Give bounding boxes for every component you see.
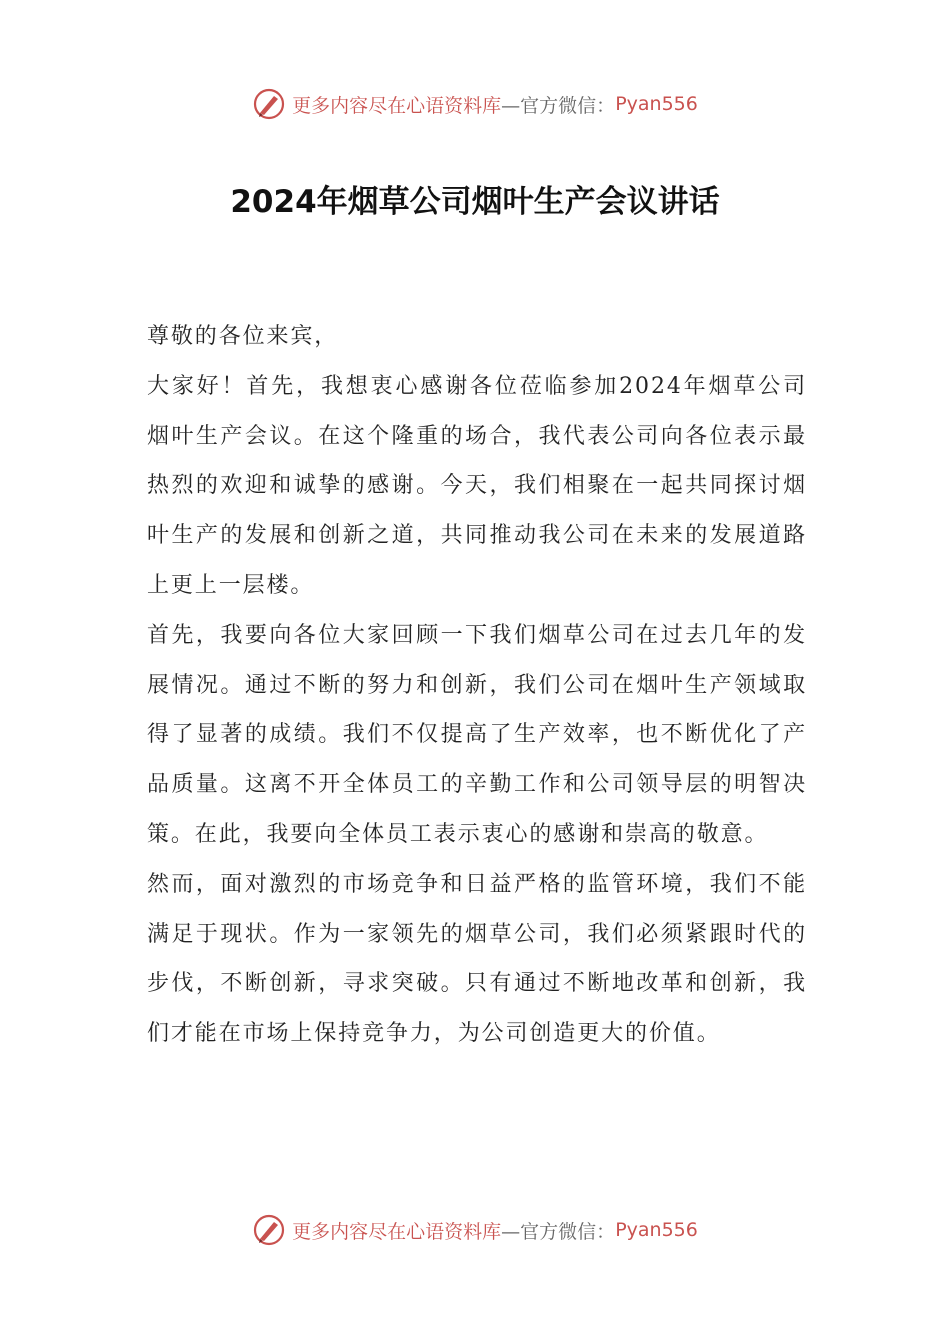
banner-site-text: 更多内容尽在心语资料库	[292, 94, 502, 117]
banner-site-text: 更多内容尽在心语资料库	[292, 1220, 502, 1243]
pen-logo-icon	[252, 87, 286, 121]
pen-logo-icon	[252, 1213, 286, 1247]
paragraph-welcome: 大家好！首先，我想衷心感谢各位莅临参加2024年烟草公司烟叶生产会议。在这个隆重的场合，我代表公司向各位表示最热烈的欢迎和诚挚的感谢。今天，我们相聚在一起共同探讨烟叶生产的发展和创新之道，共同推动我公司在未来的发展道路上更上一层楼。	[147, 373, 807, 598]
paragraph-review: 首先，我要向各位大家回顾一下我们烟草公司在过去几年的发展情况。通过不断的努力和创新，我们公司在烟叶生产领域取得了显著的成绩。我们不仅提高了生产效率，也不断优化了产品质量。这离不开全体员工的辛勤工作和公司领导层的明智决策。在此，我要向全体员工表示衷心的感谢和崇高的敬意。	[147, 622, 807, 847]
document-title: 2024年烟草公司烟叶生产会议讲话	[230, 184, 720, 220]
footer-watermark-banner	[0, 1210, 950, 1250]
banner-wechat-label: —官方微信：	[501, 1220, 616, 1243]
banner-wechat-label: —官方微信：	[501, 94, 616, 117]
paragraph-salutation: 尊敬的各位来宾，	[147, 324, 339, 349]
header-watermark-banner	[0, 84, 950, 124]
banner-wechat-id: Pyan556	[615, 93, 698, 115]
paragraph-challenges: 然而，面对激烈的市场竞争和日益严格的监管环境，我们不能满足于现状。作为一家领先的烟草公司，我们必须紧跟时代的步伐，不断创新，寻求突破。只有通过不断地改革和创新，我们才能在市场上保持竞争力，为公司创造更大的价值。	[147, 871, 807, 1047]
banner-wechat-id: Pyan556	[615, 1219, 698, 1241]
document-body	[147, 312, 807, 1059]
